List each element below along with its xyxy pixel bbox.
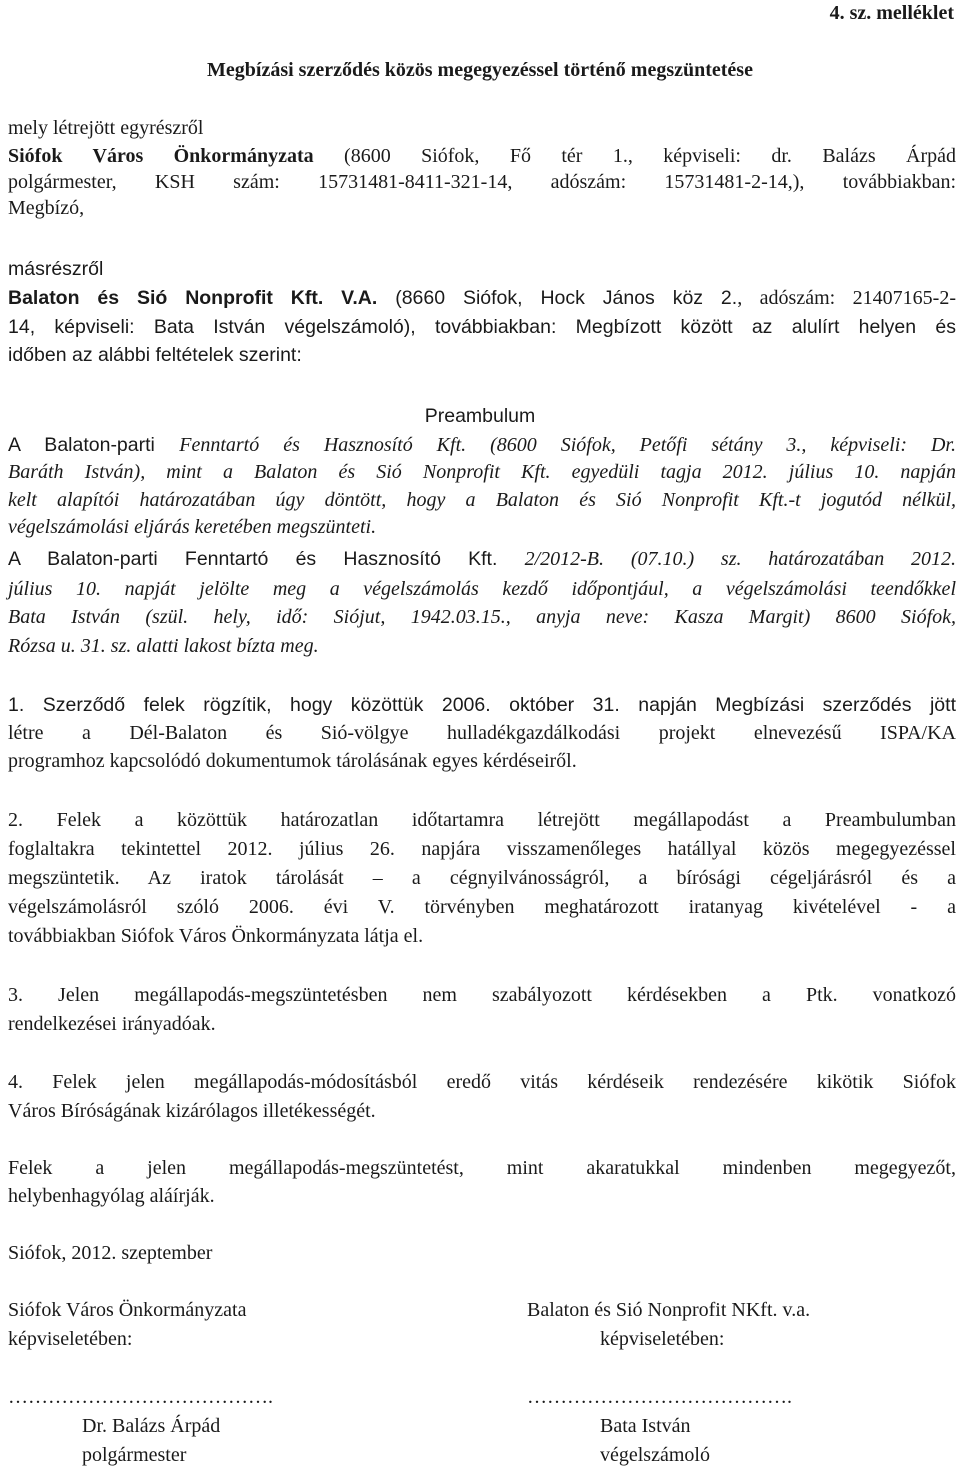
place-date: Siófok, 2012. szeptember <box>8 1242 213 1264</box>
other-side-label: másrészről <box>8 258 104 280</box>
preamble-line1-b: Fenntartó és Hasznosító Kft. (8600 Siófok, Petőfi sétány 3., képviseli: Dr. <box>179 434 956 456</box>
preamble-line6: július 10. napját jelölte meg a végelszámolás kezdő időpontjául, a végelszámolási teendőkkel <box>8 578 956 600</box>
party2-line2: 14, képviseli: Bata István végelszámoló), továbbiakban: Megbízott között az alulírt helyen és <box>8 316 956 338</box>
preamble-heading: Preambulum <box>424 405 536 427</box>
left-signatory-org: Siófok Város Önkormányzata <box>8 1299 247 1321</box>
party2-address: (8660 Siófok, Hock János köz 2. <box>377 287 738 309</box>
party2-tax: , adószám: 21407165-2- <box>737 287 956 309</box>
party1-line3: Megbízó, <box>8 197 85 219</box>
preamble-line3: kelt alapítói határozatában úgy döntött, hogy a Balaton és Sió Nonprofit Kft.-t jogutód nélkül, <box>8 489 956 511</box>
point2-line2: foglaltakra tekintettel 2012. július 26. napjára visszamenőleges hatállyal közös megegyezéssel <box>8 838 956 860</box>
point1-line3: programhoz kapcsolódó dokumentumok tárolásának egyes kérdéseiről. <box>8 750 577 772</box>
preamble-line5-a: A Balaton-parti Fenntartó és Hasznosító Kft. <box>8 548 525 570</box>
preamble-line1 <box>8 432 956 458</box>
left-signatory-title: polgármester <box>82 1444 187 1466</box>
attachment-label: 4. sz. melléklet <box>829 2 954 24</box>
preamble-line1-a: A Balaton-parti <box>8 434 180 456</box>
left-signatory-name: Dr. Balázs Árpád <box>82 1415 221 1437</box>
point4-line2: Város Bíróságának kizárólagos illetékességét. <box>8 1100 376 1122</box>
party2-line1 <box>8 285 956 311</box>
party2-line3: időben az alábbi feltételek szerint: <box>8 344 302 366</box>
left-signatory-capacity: képviseletében: <box>8 1328 133 1350</box>
point2-line5: továbbiakban Siófok Város Önkormányzata látja el. <box>8 925 424 947</box>
party1-line2: polgármester, KSH szám: 15731481-8411-321-14, adószám: 15731481-2-14,), továbbiakban: <box>8 171 956 193</box>
parties-intro: mely létrejött egyrészről <box>8 117 204 139</box>
preamble-line7: Bata István (szül. hely, idő: Siójut, 1942.03.15., anyja neve: Kasza Margit) 8600 Siófok, <box>8 606 956 628</box>
point1-sans: 1. Szerződő felek rögzítik, hogy közöttük 2006. október 31. napján Megbízási szerződés jött <box>8 694 956 716</box>
preamble-line8: Rózsa u. 31. sz. alatti lakost bízta meg. <box>8 635 319 657</box>
closing-line2: helybenhagyólag aláírják. <box>8 1185 215 1207</box>
point3-line2: rendelkezései irányadóak. <box>8 1013 216 1035</box>
right-signature-line: …………………………………. <box>527 1386 792 1408</box>
preamble-line5 <box>8 546 956 572</box>
party1-name: Siófok Város Önkormányzata <box>8 145 314 167</box>
point2-line4: végelszámolásról szóló 2006. évi V. törvényben meghatározott iratanyag kivételével - a <box>8 896 956 918</box>
party1-line1 <box>8 143 956 169</box>
preamble-line5-b: 2/2012-B. (07.10.) sz. határozatában 2012. <box>524 548 956 570</box>
point2-line1: 2. Felek a közöttük határozatlan időtartamra létrejött megállapodást a Preambulumban <box>8 809 956 831</box>
right-signatory-org: Balaton és Sió Nonprofit NKft. v.a. <box>527 1299 811 1321</box>
document-title: Megbízási szerződés közös megegyezéssel történő megszüntetése <box>207 59 753 81</box>
right-signatory-capacity: képviseletében: <box>600 1328 725 1350</box>
preamble-line2: Baráth István), mint a Balaton és Sió Nonprofit Kft. egyedüli tagja 2012. július 10. napján <box>8 461 956 483</box>
right-signatory-name: Bata István <box>600 1415 691 1437</box>
left-signature-line: …………………………………. <box>8 1386 273 1408</box>
point2-line3: megszüntetik. Az iratok tárolását – a cégnyilvánosságról, a bírósági cégeljárásról és a <box>8 867 956 889</box>
closing-line1: Felek a jelen megállapodás-megszüntetést, mint akaratukkal mindenben megegyezőt, <box>8 1157 956 1179</box>
point3-line1: 3. Jelen megállapodás-megszüntetésben nem szabályozott kérdésekben a Ptk. vonatkozó <box>8 984 956 1006</box>
point4-line1: 4. Felek jelen megállapodás-módosításból eredő vitás kérdéseik rendezésére kikötik Siófok <box>8 1071 956 1093</box>
preamble-line4: végelszámolási eljárás keretében megszünteti. <box>8 516 377 538</box>
party2-name: Balaton és Sió Nonprofit Kft. V.A. <box>8 287 378 309</box>
right-signatory-title: végelszámoló <box>600 1444 710 1466</box>
point1-line2: létre a Dél-Balaton és Sió-völgye hulladékgazdálkodási projekt elnevezésű ISPA/KA <box>8 722 956 744</box>
point1-line1 <box>8 692 956 718</box>
party1-line1-rest: (8600 Siófok, Fő tér 1., képviseli: dr. Balázs Árpád <box>313 145 957 167</box>
